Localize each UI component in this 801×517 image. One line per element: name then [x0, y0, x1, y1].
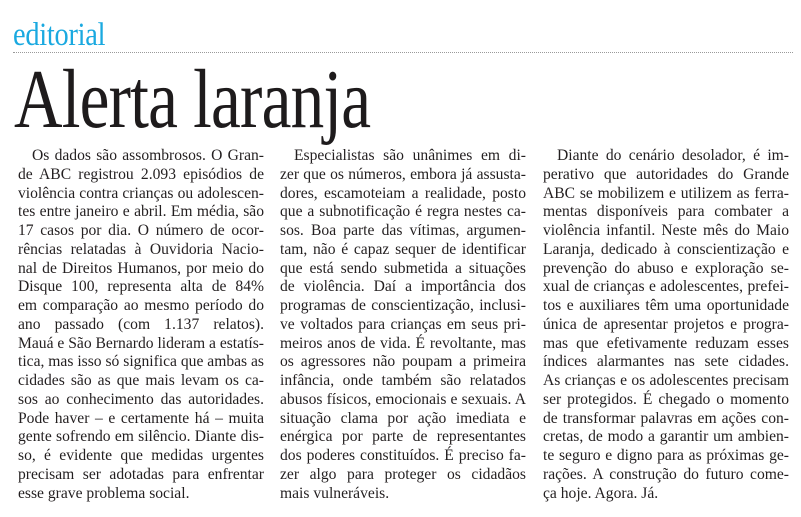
text-line: zer que os números, embora já assusta- [280, 165, 526, 183]
text-line: so, é evidente que medidas urgentes [18, 447, 264, 464]
text-line: tica, mas isso só significa que ambas as [18, 353, 264, 371]
text-line: de violência. Daí a importância dos [280, 278, 526, 296]
text-line: zer algo para proteger os cidadãos [280, 465, 526, 483]
text-line: xual de crianças e adolescentes, prefei- [543, 278, 789, 296]
text-line: enérgica por parte de representantes [280, 428, 526, 446]
text-line: Os dados são assombrosos. O Gran- [32, 147, 264, 164]
section-label: editorial [13, 17, 106, 53]
text-line: Pode haver – e certamente há – muita [18, 409, 264, 427]
text-line: infância, onde também são relatados [280, 372, 526, 389]
text-line: mentas disponíveis para combater a [543, 203, 789, 221]
text-line: violência infantil. Neste mês do Maio [543, 222, 789, 239]
text-line: de transformar palavras em ações con- [543, 409, 789, 427]
text-line: tos e auxiliares têm uma oportunidade [543, 297, 789, 314]
text-line: dores, escamoteiam a realidade, posto [280, 184, 526, 202]
headline: Alerta laranja [14, 53, 371, 146]
text-line: prevenção do abuso e exploração se- [543, 259, 789, 277]
text-line: ano passado (com 1.137 relatos). [18, 315, 264, 333]
text-line: perativo que autoridades do Grande [543, 165, 789, 183]
text-line: única de apresentar projetos e progra- [543, 315, 789, 333]
text-line: rências relatadas à Ouvidoria Nacio- [18, 240, 264, 258]
text-line: ça hoje. Agora. Já. [543, 484, 659, 502]
article-column-3 [543, 147, 789, 503]
text-line: Disque 100, representa alta de 84% [18, 278, 264, 296]
text-line: 17 casos por dia. O número de ocor- [18, 222, 264, 239]
text-line: Especialistas são unânimes em di- [294, 147, 526, 164]
text-line: sos. Boa parte das vítimas, argumen- [280, 222, 526, 239]
text-line: As crianças e os adolescentes precisam [543, 372, 789, 389]
text-line: programas de conscientização, inclusi- [280, 297, 526, 314]
text-line: os agressores não poupam a primeira [280, 353, 526, 371]
text-line: gente sofrendo em silêncio. Diante dis- [18, 428, 264, 446]
text-line: meiros anos de vida. É revoltante, mas [280, 334, 526, 352]
text-line: ABC se mobilizem e utilizem as ferra- [543, 184, 789, 202]
text-line: tes entre janeiro e abril. Em média, são [18, 203, 264, 221]
text-line: dos poderes constituídos. É preciso fa- [280, 447, 526, 464]
article-column-2 [280, 147, 526, 503]
text-line: cretas, de modo a garantir um ambien- [543, 428, 789, 446]
text-line: violência contra crianças ou adolescen- [18, 184, 264, 202]
text-line: situação clama por ação imediata e [280, 409, 526, 427]
text-line: mais vulneráveis. [280, 484, 390, 502]
text-line: te seguro e digno para as próximas ge- [543, 447, 789, 464]
text-line: índices alarmantes nas sete cidades. [543, 353, 789, 371]
text-line: ve voltados para crianças em seus pri- [280, 315, 526, 333]
text-line: ser protegidos. É chegado o momento [543, 390, 789, 408]
text-line: sos ao conhecimento das autoridades. [18, 390, 264, 408]
article-column-1 [18, 147, 264, 503]
text-line: Diante do cenário desolador, é im- [557, 147, 789, 164]
text-line: cidades são as que mais levam os ca- [18, 372, 264, 389]
text-line: nal de Direitos Humanos, por meio do [18, 259, 264, 277]
text-line: mas que efetivamente reduzam esses [543, 334, 789, 352]
text-line: esse grave problema social. [18, 484, 190, 502]
text-line: que a subnotificação é regra nestes ca- [280, 203, 526, 221]
text-line: de ABC registrou 2.093 episódios de [18, 165, 264, 183]
text-line: em comparação ao mesmo período do [18, 297, 264, 314]
text-line: rações. A construção do futuro come- [543, 465, 789, 483]
text-line: abusos físicos, emocionais e sexuais. A [280, 390, 526, 408]
text-line: tam, não é capaz sequer de identificar [280, 240, 526, 258]
text-line: precisam ser adotadas para enfrentar [18, 465, 264, 483]
text-line: que está sendo submetida a situações [280, 259, 526, 277]
text-line: Laranja, dedicado à conscientização e [543, 240, 789, 258]
text-line: Mauá e São Bernardo lideram a estatís- [18, 334, 264, 352]
